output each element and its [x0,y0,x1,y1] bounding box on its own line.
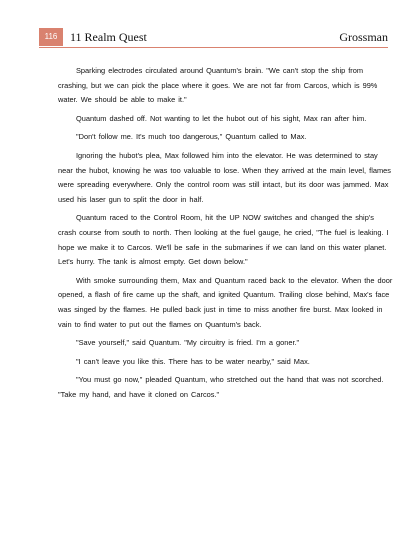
book-title: 11 Realm Quest [70,30,147,44]
author-name: Grossman [339,30,388,44]
paragraph: "You must go now," pleaded Quantum, who stretched out the hand that was not scorched. "Take my hand, and have it cloned on Carcos." [58,375,384,399]
paragraph: With smoke surrounding them, Max and Quantum raced back to the elevator. When the door opened, a flash of fire came up the shaft, and ignited Quantum. Trailing close behind, Max's face was singed by the flames. He pulled back just in time to miss another fire burst. Max looked in vain to find water to put out the flames on Quantum's back. [58,275,393,329]
page-body [58,64,394,406]
header-divider [39,47,388,48]
paragraph: "Don't follow me. It's much too dangerous," Quantum called to Max. [76,132,307,142]
page-number: 116 [39,28,63,46]
paragraph: Quantum raced to the Control Room, hit the UP NOW switches and changed the ship's crash course from south to north. Then looking at the fuel gauge, he cried, "The fuel is leaking. I hope we make it to Carcos. We'll be safe in the submarines if we can land on this water planet. Let's hurry. The tank is almost empty. Get down below." [58,213,389,267]
paragraph: Sparking electrodes circulated around Quantum's brain. "We can't stop the ship from crashing, but we can pick the place where it goes. We are not far from Carcos, which is 99% water. We should be able to make it." [58,66,378,105]
paragraph: Quantum dashed off. Not wanting to let the hubot out of his sight, Max ran after him. [76,113,367,123]
paragraph: "Save yourself," said Quantum. "My circuitry is fried. I'm a goner." [76,338,300,348]
paragraph: Ignoring the hubot's plea, Max followed him into the elevator. He was determined to stay near the hubot, knowing he was too valuable to lose. When they arrived at the main level, flames were spreading everywhere. Only the control room was still intact, but its door was jammed. Max used his laser gun to split the door in half. [58,150,391,204]
paragraph: "I can't leave you like this. There has to be water nearby," said Max. [76,356,310,366]
